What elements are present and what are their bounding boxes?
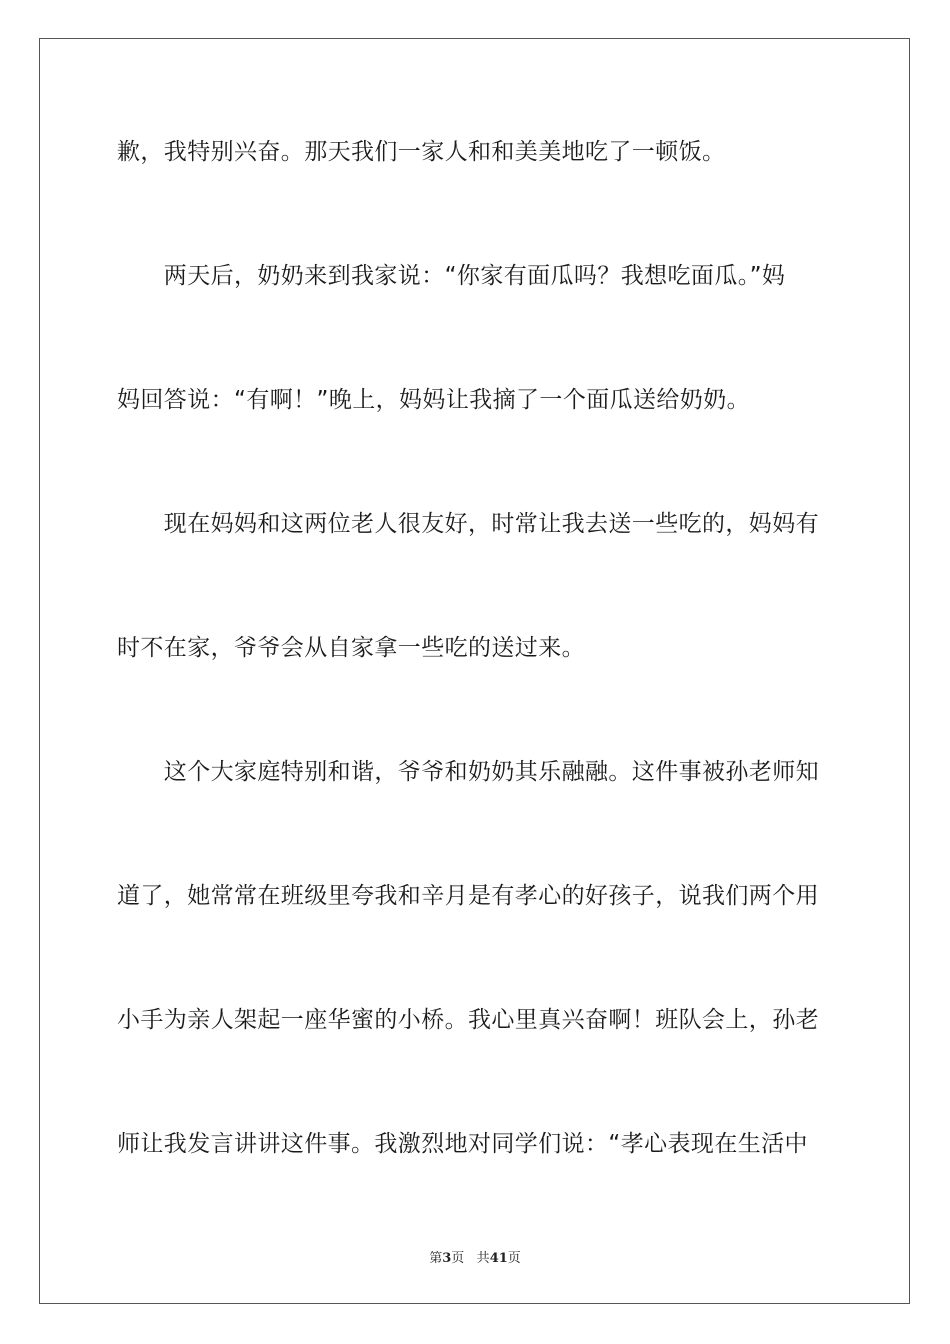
text-line: 两天后，奶奶来到我家说：“你家有面瓜吗？我想吃面瓜。”妈 xyxy=(117,263,786,289)
page-suffix: 页 xyxy=(451,1251,465,1266)
text-line: 歉，我特别兴奋。那天我们一家人和和美美地吃了一顿饭。 xyxy=(117,139,726,165)
total-prefix: 共 xyxy=(476,1251,490,1266)
page-border xyxy=(39,38,910,1304)
text-line: 道了，她常常在班级里夸我和辛月是有孝心的好孩子，说我们两个用 xyxy=(117,883,819,909)
text-line: 师让我发言讲讲这件事。我激烈地对同学们说：“孝心表现在生活中 xyxy=(117,1131,808,1157)
page-prefix: 第 xyxy=(429,1251,443,1266)
text-line: 妈回答说：“有啊！”晚上，妈妈让我摘了一个面瓜送给奶奶。 xyxy=(117,387,751,413)
text-line: 小手为亲人架起一座华蜜的小桥。我心里真兴奋啊！班队会上，孙老 xyxy=(117,1007,819,1033)
total-pages: 41 xyxy=(489,1251,508,1266)
text-line: 现在妈妈和这两位老人很友好，时常让我去送一些吃的，妈妈有 xyxy=(117,511,819,537)
total-suffix: 页 xyxy=(507,1251,521,1266)
page-number: 3 xyxy=(442,1251,452,1266)
page-footer xyxy=(0,1247,950,1266)
text-line: 这个大家庭特别和谐，爷爷和奶奶其乐融融。这件事被孙老师知 xyxy=(117,759,819,785)
text-line: 时不在家，爷爷会从自家拿一些吃的送过来。 xyxy=(117,635,585,661)
